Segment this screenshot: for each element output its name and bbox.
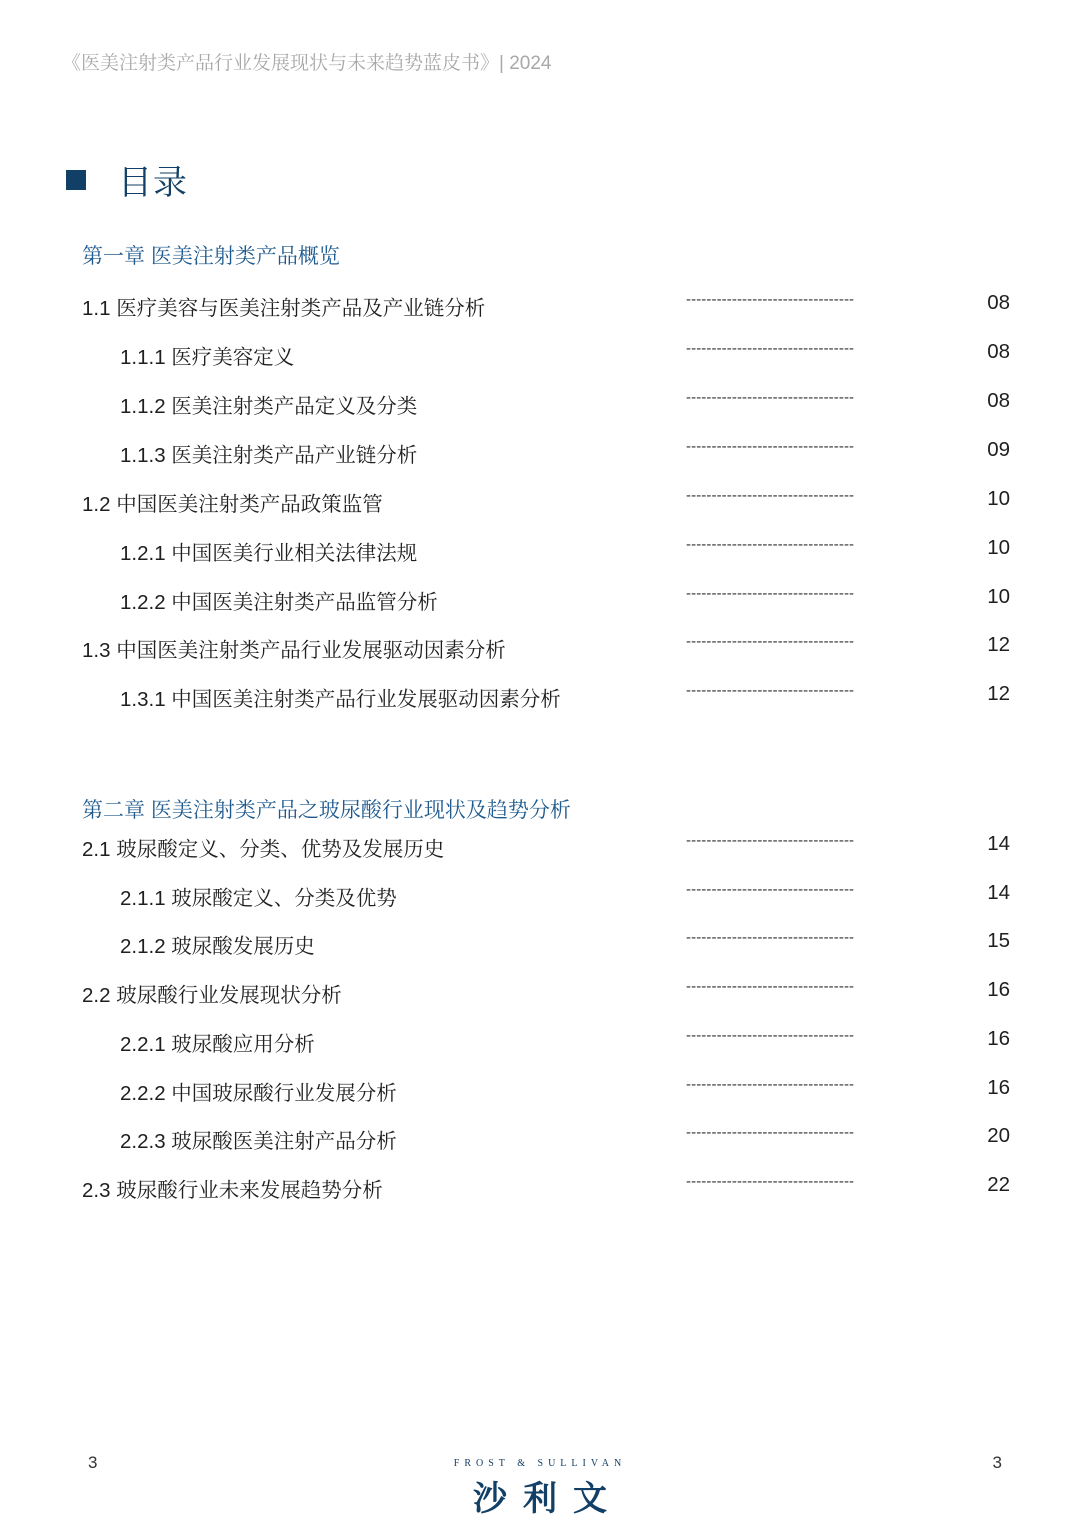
toc-entry[interactable] (0, 978, 1080, 1008)
toc-title: 目录 (118, 164, 188, 202)
toc-entry-page: 12 (987, 633, 1010, 656)
toc-entry-page: 16 (987, 1076, 1010, 1099)
toc-entry-page: 10 (987, 536, 1010, 559)
toc-entry-page: 08 (987, 291, 1010, 314)
page-number-right: 3 (992, 1453, 1002, 1472)
dot-leader: --------------------------------- (686, 1124, 855, 1141)
dot-leader: --------------------------------- (686, 978, 855, 995)
toc-entry-label: 2.1 玻尿酸定义、分类、优势及发展历史 (82, 838, 445, 861)
dot-leader: --------------------------------- (686, 487, 855, 504)
toc-entry-label: 1.1 医疗美容与医美注射类产品及产业链分析 (82, 297, 486, 320)
toc-entry[interactable] (0, 633, 1080, 663)
dot-leader: --------------------------------- (686, 1173, 855, 1190)
toc-entry-page: 10 (987, 585, 1010, 608)
toc-entry[interactable] (0, 585, 1080, 615)
toc-entry-page: 12 (987, 682, 1010, 705)
toc-entry[interactable] (0, 929, 1080, 959)
toc-entry-label: 1.3.1 中国医美注射类产品行业发展驱动因素分析 (120, 688, 561, 711)
toc-entry-label: 2.2.2 中国玻尿酸行业发展分析 (120, 1082, 397, 1105)
dot-leader: --------------------------------- (686, 633, 855, 650)
dot-leader: --------------------------------- (686, 389, 855, 406)
toc-entry[interactable] (0, 881, 1080, 911)
dot-leader: --------------------------------- (686, 1027, 855, 1044)
toc-entry-label: 2.2.1 玻尿酸应用分析 (120, 1033, 315, 1056)
dot-leader: --------------------------------- (686, 929, 855, 946)
toc-entry-label: 1.2.2 中国医美注射类产品监管分析 (120, 591, 438, 614)
frost-sullivan-logo (0, 1458, 1080, 1520)
dot-leader: --------------------------------- (686, 291, 855, 308)
toc-entry-page: 09 (987, 438, 1010, 461)
page-number-left: 3 (88, 1453, 98, 1472)
dot-leader: --------------------------------- (686, 832, 855, 849)
toc-entry-page: 14 (987, 881, 1010, 904)
toc-entry[interactable] (0, 389, 1080, 419)
toc-entry[interactable] (0, 832, 1080, 862)
toc-entry-label: 1.3 中国医美注射类产品行业发展驱动因素分析 (82, 639, 506, 662)
toc-entry[interactable] (0, 682, 1080, 712)
toc-entry-label: 2.3 玻尿酸行业未来发展趋势分析 (82, 1179, 383, 1202)
toc-entry-page: 16 (987, 978, 1010, 1001)
toc-entry[interactable] (0, 1173, 1080, 1203)
toc-entry[interactable] (0, 340, 1080, 370)
toc-entry[interactable] (0, 438, 1080, 468)
toc-entry[interactable] (0, 1076, 1080, 1106)
toc-entry-label: 1.1.2 医美注射类产品定义及分类 (120, 395, 418, 418)
toc-entry[interactable] (0, 487, 1080, 517)
running-header: 《医美注射类产品行业发展现状与未来趋势蓝皮书》| 2024 (62, 53, 552, 74)
toc-entry-page: 14 (987, 832, 1010, 855)
toc-entry-label: 1.2 中国医美注射类产品政策监管 (82, 493, 383, 516)
toc-entry-page: 10 (987, 487, 1010, 510)
toc-heading (66, 155, 188, 204)
toc-entry[interactable] (0, 1124, 1080, 1154)
dot-leader: --------------------------------- (686, 536, 855, 553)
toc-entry-page: 20 (987, 1124, 1010, 1147)
toc-entry[interactable] (0, 536, 1080, 566)
toc-entry-label: 1.1.1 医疗美容定义 (120, 346, 295, 369)
dot-leader: --------------------------------- (686, 881, 855, 898)
toc-entry[interactable] (0, 1027, 1080, 1057)
toc-entry-label: 2.2.3 玻尿酸医美注射产品分析 (120, 1130, 397, 1153)
toc-entry-label: 1.1.3 医美注射类产品产业链分析 (120, 444, 418, 467)
toc-entry-label: 1.2.1 中国医美行业相关法律法规 (120, 542, 418, 565)
toc-entry-page: 16 (987, 1027, 1010, 1050)
dot-leader: --------------------------------- (686, 1076, 855, 1093)
chapter-2-title: 第二章 医美注射类产品之玻尿酸行业现状及趋势分析 (82, 799, 571, 822)
chapter-1-title: 第一章 医美注射类产品概览 (82, 245, 340, 268)
toc-entry-label: 2.1.1 玻尿酸定义、分类及优势 (120, 887, 397, 910)
dot-leader: --------------------------------- (686, 438, 855, 455)
dot-leader: --------------------------------- (686, 585, 855, 602)
toc-entry-label: 2.1.2 玻尿酸发展历史 (120, 935, 315, 958)
toc-entry-page: 22 (987, 1173, 1010, 1196)
dot-leader: --------------------------------- (686, 682, 855, 699)
square-bullet-icon (66, 170, 86, 190)
logo-cn-text: 沙利文 (473, 1480, 623, 1518)
logo-en-text: FROST & SULLIVAN (453, 1458, 627, 1469)
toc-entry-page: 15 (987, 929, 1010, 952)
toc-entry-page: 08 (987, 389, 1010, 412)
toc-entry-label: 2.2 玻尿酸行业发展现状分析 (82, 984, 342, 1007)
toc-entry[interactable] (0, 291, 1080, 321)
toc-entry-page: 08 (987, 340, 1010, 363)
dot-leader: --------------------------------- (686, 340, 855, 357)
